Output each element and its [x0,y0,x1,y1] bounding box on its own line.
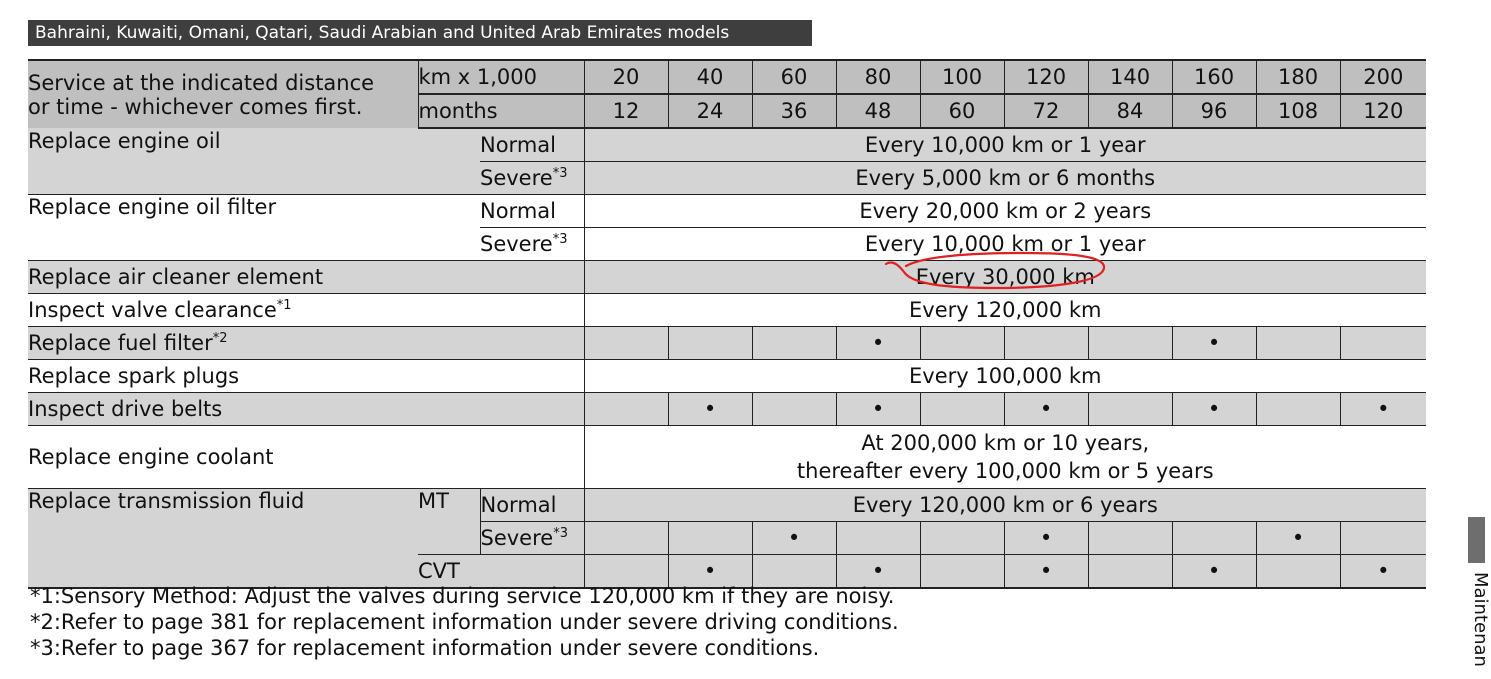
item-label: Replace engine oil filter [28,195,480,261]
item-label: Replace transmission fluid [28,489,418,589]
interval-text: Every 30,000 km [584,261,1426,294]
side-section-label: Maintenan [1470,572,1491,667]
service-dot [584,522,668,555]
footnote-1: *1:Sensory Method: Adjust the valves during service 120,000 km if they are noisy. [30,584,895,608]
side-tab-marker[interactable] [1468,517,1485,563]
service-dot: • [668,393,752,426]
item-label: Inspect valve clearance$^{*1}$ [28,294,584,327]
service-dot [584,393,668,426]
condition-label: Severe$^{*3}$ [480,228,584,261]
month-value: 96 [1172,94,1256,128]
empty-cell [480,327,584,360]
service-dot: • [1172,393,1256,426]
service-dot [1256,393,1340,426]
service-dot [1088,393,1172,426]
service-dot [1172,522,1256,555]
interval-text: Every 100,000 km [584,360,1426,393]
header-row-km [28,60,1426,94]
km-value: 40 [668,60,752,94]
row-transmission-mt-normal [28,489,1426,522]
km-value: 20 [584,60,668,94]
cvt-label: CVT [418,555,584,589]
service-dot: • [1004,555,1088,589]
service-dot: • [836,327,920,360]
service-dot [1256,555,1340,589]
interval-text: At 200,000 km or 10 years, thereafter every 100,000 km or 5 years [584,426,1426,489]
interval-text: Every 120,000 km [584,294,1426,327]
interval-text: Every 20,000 km or 2 years [584,195,1426,228]
row-air-cleaner [28,261,1426,294]
interval-text: Every 10,000 km or 1 year [584,228,1426,261]
header-label: Service at the indicated distance or time - whichever comes first. [28,60,418,128]
km-value: 160 [1172,60,1256,94]
service-dot [752,393,836,426]
service-dot [1088,522,1172,555]
condition-label: Severe$^{*3}$ [480,162,584,195]
service-dot: • [668,555,752,589]
service-dot [1256,327,1340,360]
service-dot [920,522,1004,555]
item-label: Inspect drive belts [28,393,480,426]
row-valve-clearance [28,294,1426,327]
service-dot [668,327,752,360]
month-value: 72 [1004,94,1088,128]
km-value: 100 [920,60,1004,94]
month-value: 24 [668,94,752,128]
item-label: Replace engine coolant [28,426,584,489]
row-spark-plugs [28,360,1426,393]
mt-label: MT [418,489,480,555]
service-dot [836,522,920,555]
item-label: Replace fuel filter$^{*2}$ [28,327,480,360]
condition-label: Normal [480,128,584,162]
service-dot: • [836,555,920,589]
row-engine-oil-normal [28,128,1426,162]
km-value: 80 [836,60,920,94]
interval-text: Every 10,000 km or 1 year [584,128,1426,162]
month-value: 36 [752,94,836,128]
month-value: 48 [836,94,920,128]
months-label: months [418,94,584,128]
service-dot [1340,522,1426,555]
service-dot [584,327,668,360]
service-dot [668,522,752,555]
row-oil-filter-normal [28,195,1426,228]
service-dot: • [836,393,920,426]
item-label: Replace air cleaner element [28,261,480,294]
service-dot [920,327,1004,360]
region-header: Bahraini, Kuwaiti, Omani, Qatari, Saudi Arabian and United Arab Emirates models [28,20,812,46]
service-dot [1004,327,1088,360]
km-value: 120 [1004,60,1088,94]
month-value: 120 [1340,94,1426,128]
service-dot [1088,327,1172,360]
service-dot: • [1172,327,1256,360]
row-drive-belts [28,393,1426,426]
interval-text: Every 120,000 km or 6 years [584,489,1426,522]
interval-text: Every 5,000 km or 6 months [584,162,1426,195]
service-dot: • [752,522,836,555]
month-value: 60 [920,94,1004,128]
service-dot: • [1256,522,1340,555]
service-dot: • [1340,555,1426,589]
month-value: 108 [1256,94,1340,128]
km-value: 60 [752,60,836,94]
service-dot [1088,555,1172,589]
empty-cell [480,393,584,426]
service-dot [920,555,1004,589]
service-dot: • [1172,555,1256,589]
service-dot [920,393,1004,426]
service-dot [752,327,836,360]
service-dot: • [1340,393,1426,426]
service-dot: • [1004,393,1088,426]
empty-cell [480,261,584,294]
km-value: 140 [1088,60,1172,94]
condition-label: Normal [480,489,584,522]
condition-label: Normal [480,195,584,228]
row-fuel-filter [28,327,1426,360]
month-value: 12 [584,94,668,128]
item-label: Replace engine oil [28,128,480,195]
maintenance-schedule-table [28,59,1426,589]
item-label: Replace spark plugs [28,360,584,393]
footnote-3: *3:Refer to page 367 for replacement information under severe conditions. [30,636,820,660]
footnotes [30,583,899,661]
footnote-2: *2:Refer to page 381 for replacement information under severe driving conditions. [30,610,899,634]
row-coolant [28,426,1426,489]
service-dot [1340,327,1426,360]
km-value: 200 [1340,60,1426,94]
condition-label: Severe$^{*3}$ [480,522,584,555]
km-label: km x 1,000 [418,60,584,94]
month-value: 84 [1088,94,1172,128]
km-value: 180 [1256,60,1340,94]
service-dot: • [1004,522,1088,555]
